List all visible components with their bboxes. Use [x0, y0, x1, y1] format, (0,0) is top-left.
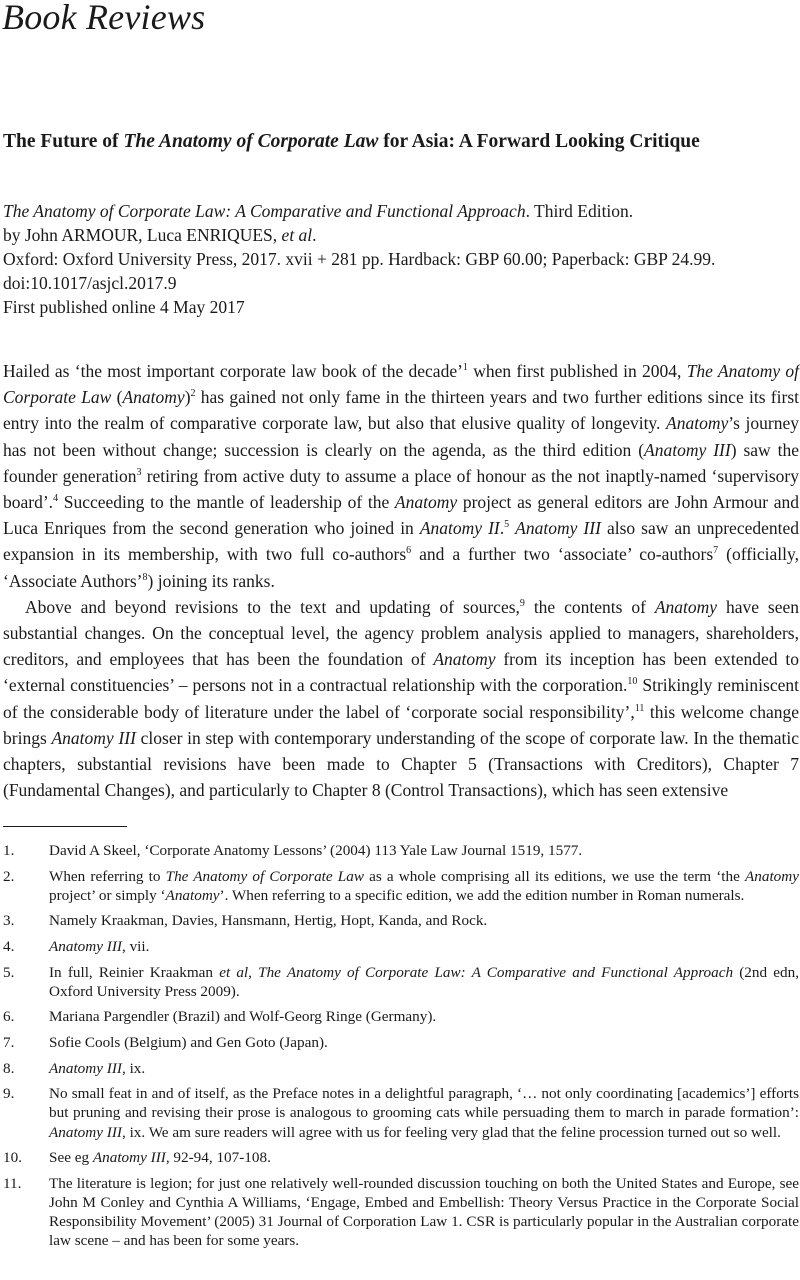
book-authors: by John ARMOUR, Luca ENRIQUES, et al.: [3, 225, 317, 245]
footnote-ref[interactable]: 11: [634, 702, 645, 714]
section-heading: Book Reviews: [2, 0, 206, 37]
footnote-ref[interactable]: 6: [406, 545, 412, 557]
book-publisher: Oxford: Oxford University Press, 2017. xvii + 281 pp. Hardback: GBP 60.00; Paperback: GBP 24.99.: [3, 249, 716, 269]
footnotes: [3, 841, 799, 1257]
footnote-1: 1. David A Skeel, ‘Corporate Anatomy Lessons’ (2004) 113 Yale Law Journal 1519, 1577.: [3, 842, 583, 859]
footnote-6: 6. Mariana Pargendler (Brazil) and Wolf-Georg Ringe (Germany).: [3, 1008, 437, 1026]
doi: doi:10.1017/asjcl.2017.9: [3, 273, 177, 293]
footnote-ref[interactable]: 8: [142, 571, 148, 583]
footnote-9: 9. No small feat in and of itself, as the Preface notes in a delightful paragraph, ‘… not only coordinating [academics’] efforts but pruning and revising their prose is analogous to grooming cats while persuading them to march in parade formation’: Anatomy III, ix. We am sure readers will agree with us for feeling very glad that the feline procession turned out so well.: [3, 1085, 799, 1141]
footnote-ref[interactable]: 5: [504, 519, 510, 531]
footnote-5: 5. In full, Reinier Kraakman et al, The Anatomy of Corporate Law: A Comparative and Functional Approach (2nd edn, Oxford University Press 2009).: [3, 963, 799, 1000]
footnote-ref[interactable]: 4: [53, 493, 59, 505]
article-body: [3, 358, 799, 803]
article-title: The Future of The Anatomy of Corporate Law for Asia: A Forward Looking Critique: [3, 131, 700, 152]
footnote-ref[interactable]: 7: [713, 545, 719, 557]
paragraph-2: Above and beyond revisions to the text and updating of sources,$^9$ the contents of Anatomy have seen substantial changes. On the conceptual level, the agency problem analysis applied to managers, shareholders, creditors, and employees that has been the foundation of Anatomy from its inception has been extended to ‘external constituencies’ – persons not in a contractual relationship with the corporation.$^{10}$ Strikingly reminiscent of the considerable body of literature under the label of ‘corporate social responsibility’,$^{11}$ this welcome change brings Anatomy III closer in step with contemporary understanding of the scope of corporate law. In the thematic chapters, substantial revisions have been made to Chapter 5 (Transactions with Creditors), Chapter 7 (Fundamental Changes), and particularly to Chapter 8 (Control Transactions), which has seen extensive: [3, 596, 799, 801]
paragraph-1: Hailed as ‘the most important corporate law book of the decade’$^1$ when first published in 2004, The Anatomy of Corporate Law (Anatomy)$^2$ has gained not only fame in the thirteen years and two further editions since its first entry into the realm of comparative corporate law, but also that elusive quality of longevity. Anatomy’s journey has not been without change; succession is clearly on the agenda, as the third edition (Anatomy III) saw the founder generation$^3$ retiring from active duty to assume a place of honour as the not inaptly-named ‘supervisory board’.$^4$ Succeeding to the mantle of leadership of the Anatomy project as general editors are John Armour and Luca Enriques from the second generation who joined in Anatomy II.$^5$ Anatomy III also saw an unprecedented expansion in its membership, with two full co-authors$^6$ and a further two ‘associate’ co-authors$^7$ (officially, ‘Associate Authors’$^8$) joining its ranks.: [3, 361, 800, 591]
footnote-ref[interactable]: 2: [190, 388, 196, 400]
footnote-ref[interactable]: 9: [519, 597, 525, 609]
footnote-ref[interactable]: 3: [136, 466, 142, 478]
footnote-8: 8. Anatomy III, ix.: [3, 1059, 146, 1077]
footnote-divider: [3, 826, 127, 827]
footnote-10: 10. See eg Anatomy III, 92-94, 107-108.: [3, 1149, 271, 1167]
footnote-2: 2. When referring to The Anatomy of Corporate Law as a whole comprising all its editions, we use the term ‘the Anatomy project’ or simply ‘Anatomy’. When referring to a specific edition, we add the edition number in Roman numerals.: [3, 867, 799, 904]
footnote-4: 4. Anatomy III, vii.: [3, 937, 150, 955]
book-citation: [3, 199, 799, 319]
footnote-11: 11. The literature is legion; for just one relatively well-rounded discussion touching on both the United States and Europe, see John M Conley and Cynthia A Williams, ‘Engage, Embed and Embellish: Theory Versus Practice in the Corporate Social Responsibility Movement’ (2005) 31 Journal of Corporation Law 1. CSR is particularly popular in the Australian corporate law scene – and has been for some years.: [3, 1174, 799, 1250]
footnote-7: 7. Sofie Cools (Belgium) and Gen Goto (Japan).: [3, 1033, 328, 1051]
footnote-ref[interactable]: 1: [462, 362, 468, 373]
footnote-3: 3. Namely Kraakman, Davies, Hansmann, Hertig, Hopt, Kanda, and Rock.: [3, 912, 488, 930]
publication-date: First published online 4 May 2017: [3, 297, 245, 317]
book-title-line: The Anatomy of Corporate Law: A Comparative and Functional Approach. Third Edition.: [3, 201, 634, 221]
footnote-ref[interactable]: 10: [627, 676, 638, 688]
